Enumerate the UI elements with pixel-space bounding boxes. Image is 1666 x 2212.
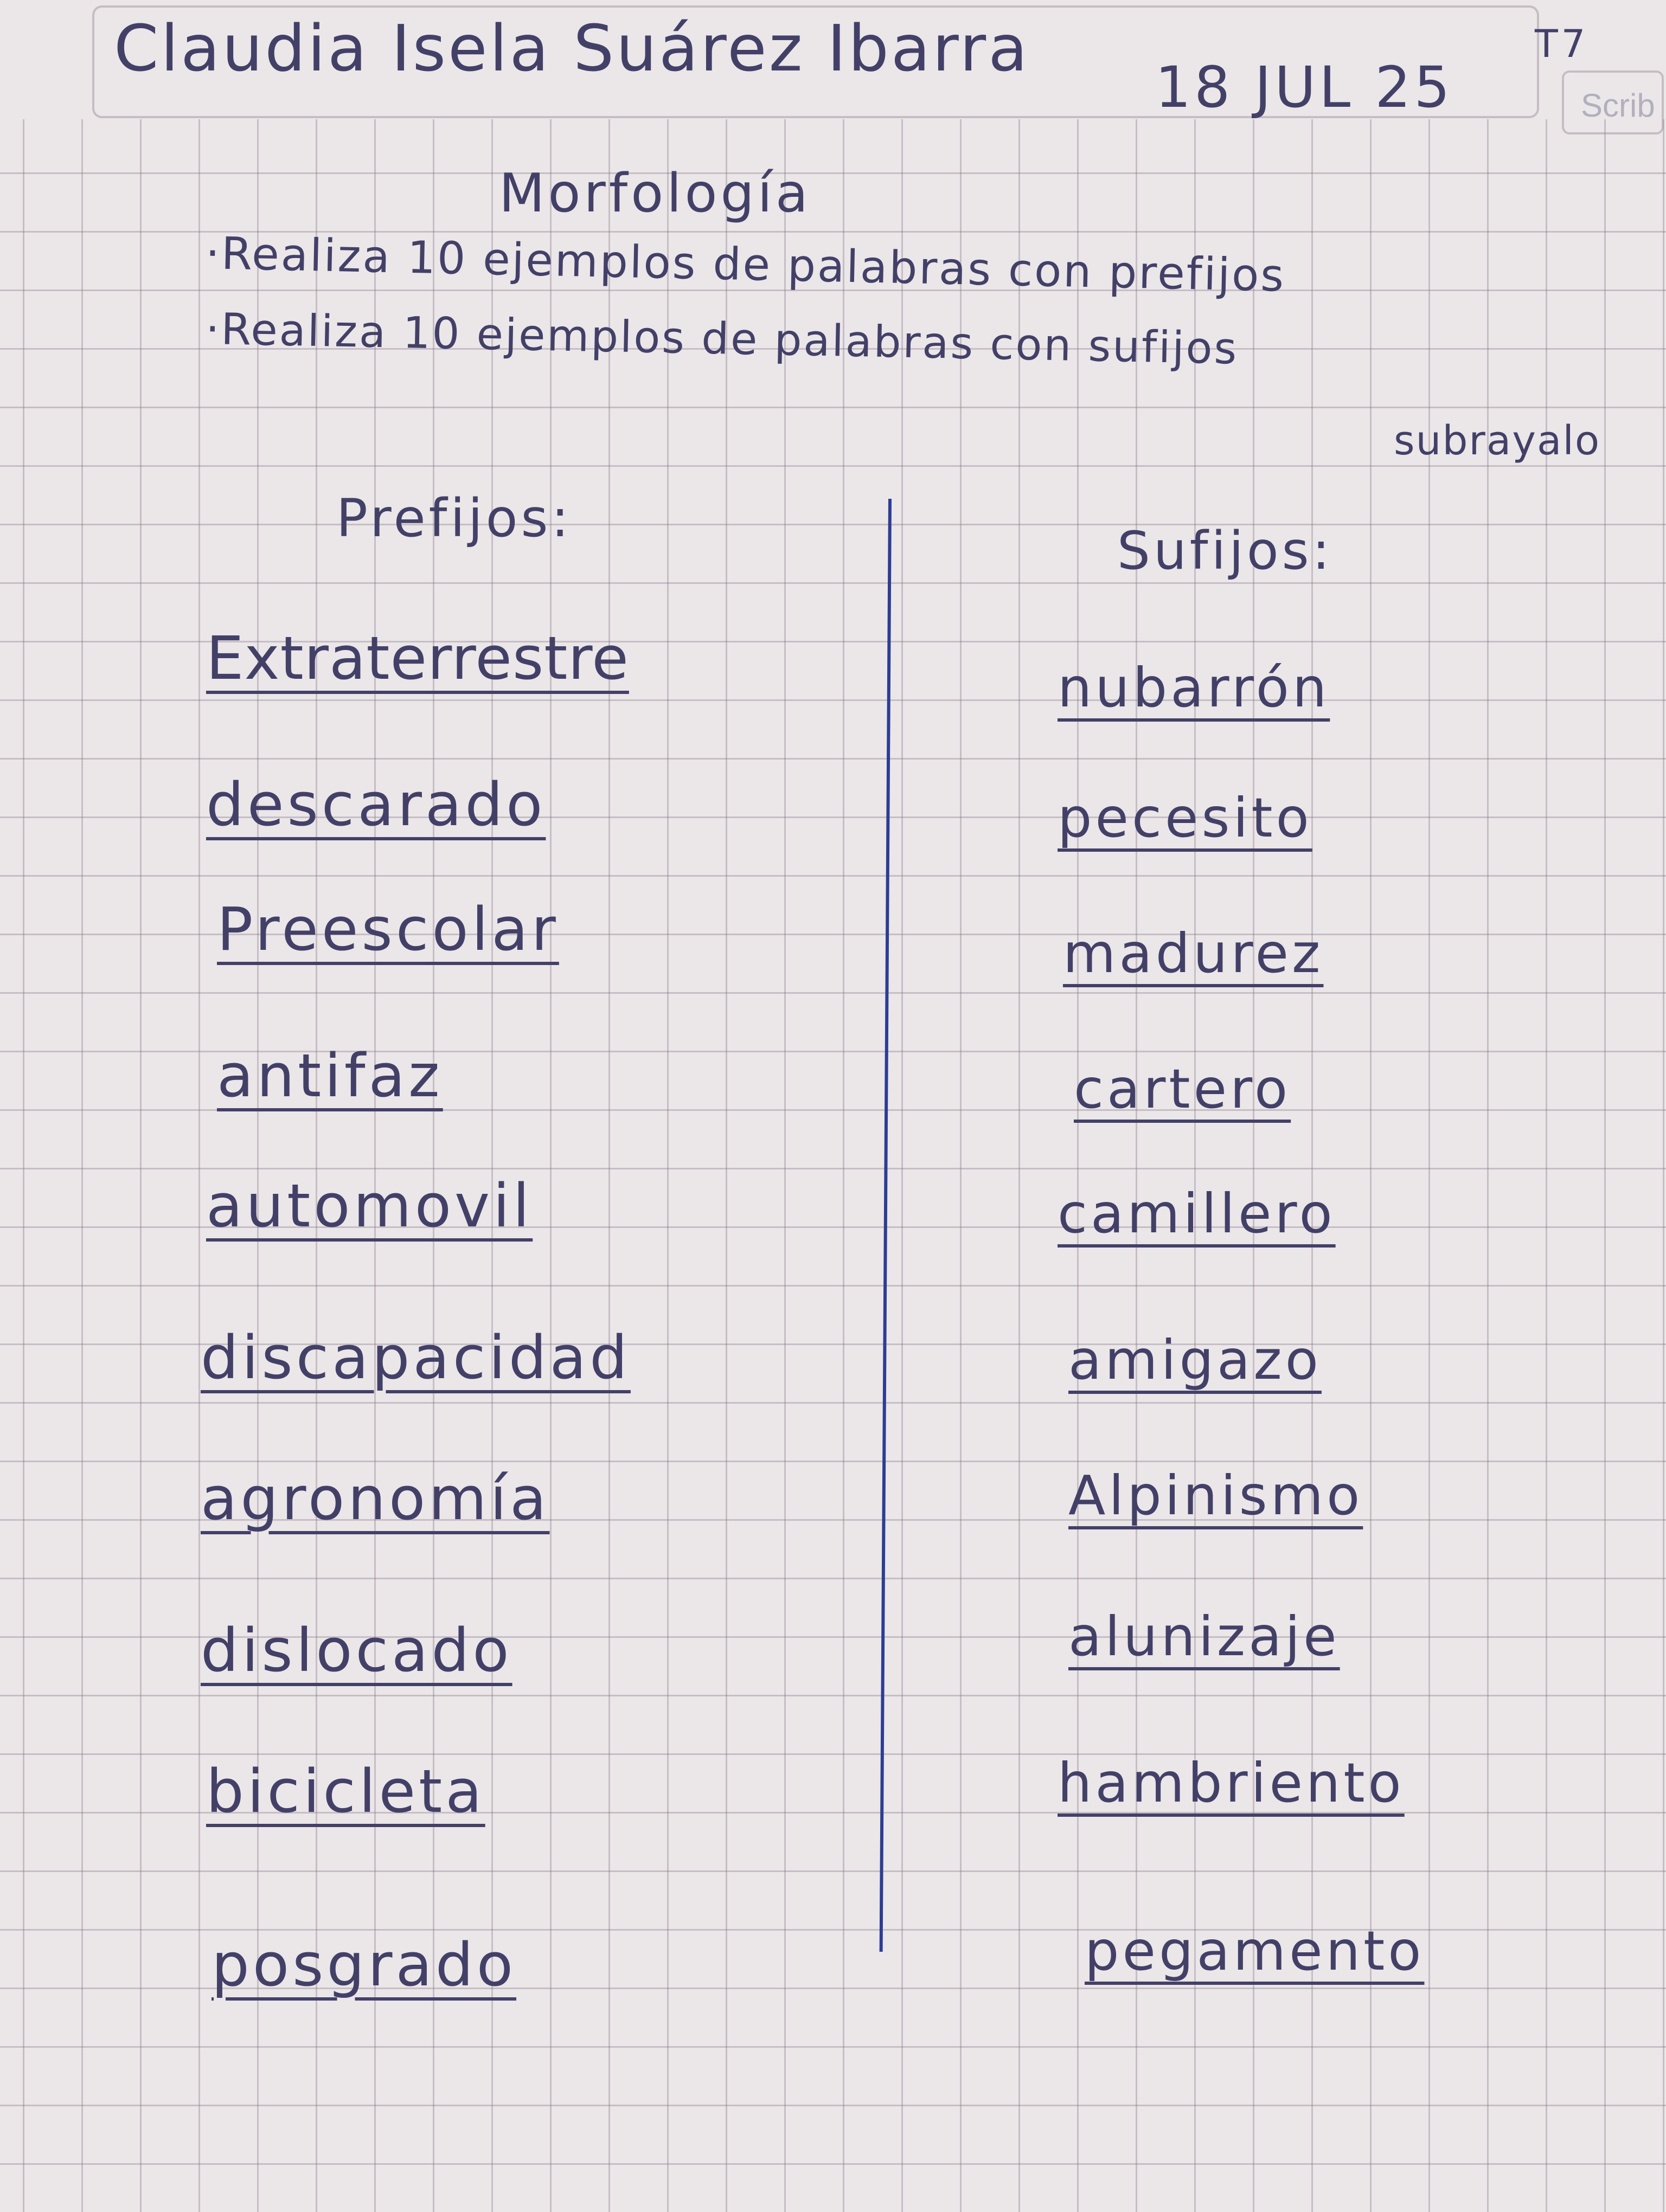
printed-brand: Scrib [1581, 87, 1655, 124]
prefijo-word: descarado [206, 770, 546, 839]
sufijo-word: alunizaje [1068, 1605, 1340, 1668]
instruction-subrayalo: subrayalo [1394, 417, 1601, 464]
prefijo-word: antifaz [217, 1041, 443, 1110]
prefijo-word: discapacidad [201, 1323, 631, 1392]
sufijo-word: cartero [1074, 1057, 1291, 1121]
prefijo-word: posgrado [212, 1930, 517, 1999]
sufijo-word: amigazo [1068, 1328, 1322, 1392]
prefijo-word: Preescolar [217, 895, 559, 964]
date: 18 JUL 25 [1155, 54, 1453, 120]
prefijo-word: dislocado [201, 1616, 512, 1685]
sufijo-word: hambriento [1058, 1751, 1405, 1815]
sufijos-heading: Sufijos: [1117, 520, 1334, 581]
sufijo-word: nubarrón [1058, 656, 1330, 719]
column-divider [880, 499, 892, 1952]
prefijo-word: Extraterrestre [206, 623, 629, 693]
sufijo-word: pegamento [1085, 1919, 1425, 1983]
instruction-prefijos: ·Realiza 10 ejemplos de palabras con prefijos [205, 228, 1286, 302]
sufijo-word: camillero [1058, 1182, 1336, 1245]
tag: T7 [1535, 22, 1589, 66]
prefijo-word: bicicleta [206, 1757, 485, 1826]
sufijo-word: madurez [1063, 922, 1324, 985]
sufijo-word: Alpinismo [1068, 1464, 1363, 1527]
prefijo-word: automovil [206, 1171, 533, 1240]
page-title: Morfología [499, 163, 811, 224]
instruction-sufijos: ·Realiza 10 ejemplos de palabras con sufijos [205, 304, 1239, 374]
prefijo-word: agronomía [201, 1464, 550, 1533]
student-name: Claudia Isela Suárez Ibarra [114, 11, 1030, 86]
prefijos-heading: Prefijos: [336, 488, 572, 549]
sufijo-word: pecesito [1058, 786, 1312, 850]
